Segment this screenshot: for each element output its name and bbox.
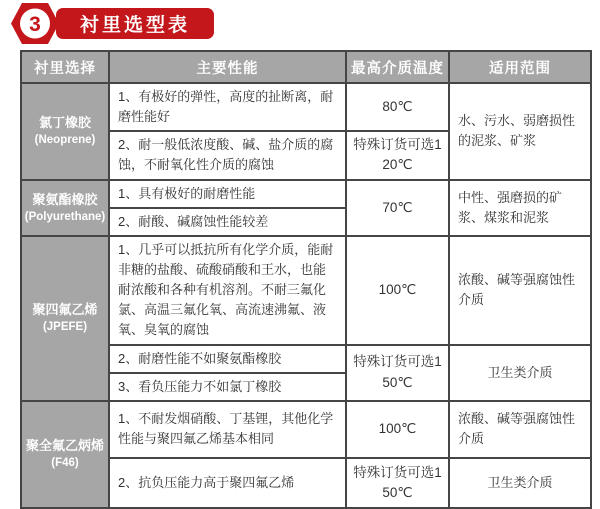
range-cell: 浓酸、碱等强腐蚀性介质	[449, 236, 591, 345]
performance-cell: 1、不耐发烟硝酸、丁基锂，其他化学性能与聚四氟乙烯基本相同	[109, 401, 346, 458]
performance-cell: 1、有极好的弹性，高度的扯断离，耐磨性能好	[109, 83, 346, 131]
range-cell: 卫生类介质	[449, 345, 591, 401]
col-header-range: 适用范围	[449, 51, 591, 83]
performance-cell: 3、看负压能力不如氯丁橡胶	[109, 373, 346, 401]
table-header-row	[21, 51, 591, 83]
material-name: 聚四氟乙烯	[32, 302, 98, 318]
material-name-en: (Polyurethane)	[24, 210, 106, 223]
performance-cell: 2、抗负压能力高于聚四氟乙烯	[109, 458, 346, 508]
range-cell: 卫生类介质	[449, 458, 591, 508]
hexagon-badge-icon	[10, 2, 60, 45]
table-row	[21, 401, 591, 458]
col-header-performance: 主要性能	[109, 51, 346, 83]
table-row	[21, 236, 591, 345]
col-header-max-temp: 最高介质温度	[346, 51, 449, 83]
range-cell: 中性、强磨损的矿浆、煤浆和泥浆	[449, 180, 591, 236]
temperature-cell: 100℃	[346, 401, 449, 458]
section-title: 衬里选型表	[79, 15, 190, 36]
material-name-en: (JPEFE)	[42, 321, 88, 334]
temperature-cell: 80℃	[346, 83, 449, 131]
temperature-cell: 特殊订货可选150℃	[346, 458, 449, 508]
temperature-cell: 特殊订货可选150℃	[346, 345, 449, 401]
performance-cell: 2、耐磨性能不如聚氨酯橡胶	[109, 345, 346, 373]
material-cell-polyurethane	[21, 180, 109, 236]
page-header	[10, 2, 600, 48]
material-cell-ptfe	[21, 236, 109, 401]
material-name: 聚氨酯橡胶	[32, 191, 98, 207]
material-cell-f46	[21, 401, 109, 508]
material-cell-neoprene	[21, 83, 109, 180]
material-name-en: (F46)	[51, 457, 79, 470]
table-row	[21, 180, 591, 208]
material-name: 氯丁橡胶	[38, 115, 91, 131]
table-row	[21, 83, 591, 131]
material-name-en: (Neoprene)	[34, 134, 96, 147]
range-cell: 浓酸、碱等强腐蚀性介质	[449, 401, 591, 458]
range-cell: 水、污水、弱磨损性的泥浆、矿浆	[449, 83, 591, 180]
performance-cell: 1、具有极好的耐磨性能	[109, 180, 346, 208]
lining-selection-table	[20, 50, 592, 509]
temperature-cell: 特殊订货可选120℃	[346, 131, 449, 179]
performance-cell: 2、耐一般低浓度酸、碱、盐介质的腐蚀，不耐氧化性介质的腐蚀	[109, 131, 346, 179]
material-name: 聚全氟乙炳烯	[25, 438, 104, 454]
col-header-lining: 衬里选择	[21, 51, 109, 83]
section-title-banner	[56, 8, 214, 39]
badge-number-text: 3	[29, 13, 41, 36]
temperature-cell: 70℃	[346, 180, 449, 236]
temperature-cell: 100℃	[346, 236, 449, 345]
performance-cell: 2、耐酸、碱腐蚀性能较差	[109, 208, 346, 236]
step-number-badge	[10, 2, 60, 45]
performance-cell: 1、几乎可以抵抗所有化学介质，能耐非糖的盐酸、硫酸硝酸和王水，也能耐浓酸和各种有机溶剂。不耐三氟化氯、高温三氟化氧、高流速沸氟、液氧、臭氧的腐蚀	[109, 236, 346, 345]
